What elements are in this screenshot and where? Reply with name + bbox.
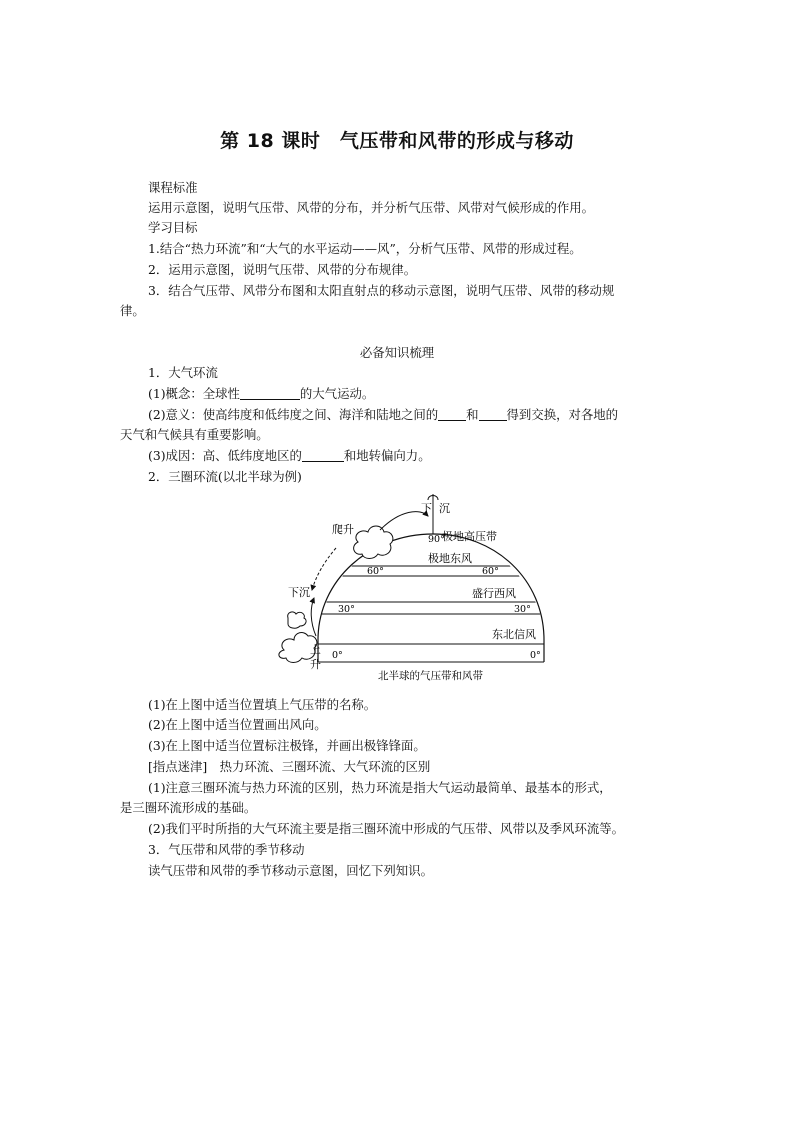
concept-suffix: 的大气运动。 [299, 386, 375, 401]
meaning-mid: 和 [466, 407, 479, 422]
label-lat-30-left: 30° [338, 604, 355, 615]
standard-text: 运用示意图，说明气压带、风带的分布，并分析气压带、风带对气候形成的作用。 [148, 200, 595, 215]
cause-prefix: (3)成因：高、低纬度地区的 [148, 448, 302, 463]
label-sink-top-1: 下 [421, 502, 432, 515]
objective-3: 3．结合气压带、风带分布图和太阳直射点的移动示意图，说明气压带、风带的移动规 [148, 283, 615, 298]
label-lat-60-left: 60° [367, 566, 384, 577]
objective-2: 2．运用示意图，说明气压带、风带的分布规律。 [148, 262, 417, 277]
label-lat-0-right: 0° [530, 650, 541, 661]
circulation-meaning-cont: 天气和气候具有重要影响。 [120, 427, 269, 442]
diagram-caption: 北半球的气压带和风带 [378, 670, 483, 682]
concept-prefix: (1)概念：全球性 [148, 386, 240, 401]
label-lat-30-right: 30° [514, 604, 531, 615]
objective-3-cont: 律。 [120, 303, 145, 318]
task-3: (3)在上图中适当位置标注极锋，并画出极锋锋面。 [148, 738, 426, 753]
circulation-cause [148, 448, 431, 464]
label-sink-top-2: 沉 [439, 502, 450, 515]
cause-suffix: 和地转偏向力。 [343, 448, 431, 463]
section-heading: 必备知识梳理 [359, 345, 435, 360]
meaning-suffix: 得到交换，对各地的 [506, 407, 619, 422]
label-lat-0-left: 0° [332, 650, 343, 661]
meaning-blank-2[interactable] [479, 408, 507, 421]
task-2: (2)在上图中适当位置画出风向。 [148, 717, 327, 732]
tip-paragraph-2: (2)我们平时所指的大气环流主要是指三圈环流中形成的气压带、风带以及季风环流等。 [148, 821, 625, 836]
label-ne-trade: 东北信风 [492, 628, 536, 641]
tip-paragraph-1-cont: 是三圈环流形成的基础。 [120, 800, 257, 815]
objective-1: 1.结合“热力环流”和“大气的水平运动——风”，分析气压带、风带的形成过程。 [148, 241, 582, 256]
standard-heading: 课程标准 [148, 180, 198, 195]
label-climb: 爬升 [332, 523, 354, 536]
meaning-prefix: (2)意义：使高纬度和低纬度之间、海洋和陆地之间的 [148, 407, 439, 422]
tip-paragraph-1: (1)注意三圈环流与热力环流的区别，热力环流是指大气运动最简单、最基本的形式， [148, 780, 612, 795]
task-1: (1)在上图中适当位置填上气压带的名称。 [148, 697, 377, 712]
cause-blank[interactable] [302, 449, 344, 462]
three-cell-heading: 2．三圈环流(以北半球为例) [148, 469, 302, 484]
three-cell-diagram [270, 490, 560, 690]
tip-heading: [指点迷津] 热力环流、三圈环流、大气环流的区别 [148, 759, 431, 774]
label-rise-1: 上 [310, 643, 321, 656]
page-title: 第 18 课时 气压带和风带的形成与移动 [220, 130, 574, 152]
arrow-left-descend [312, 548, 336, 590]
label-rise-2: 升 [310, 658, 321, 671]
seasonal-heading: 3．气压带和风带的季节移动 [148, 842, 305, 857]
circulation-meaning [148, 407, 618, 423]
circulation-concept [148, 386, 374, 402]
label-lat-60-right: 60° [482, 566, 499, 577]
objectives-heading: 学习目标 [148, 220, 198, 235]
meaning-blank-1[interactable] [438, 408, 466, 421]
arrow-rise [311, 598, 316, 636]
label-lat-90: 90° [428, 534, 445, 545]
label-sink-left: 下沉 [288, 586, 310, 599]
label-polar-high: 极地高压带 [442, 530, 497, 543]
label-polar-easterly: 极地东风 [428, 552, 472, 565]
concept-blank[interactable] [240, 387, 300, 400]
circulation-heading: 1．大气环流 [148, 365, 218, 380]
cloud-upper-icon [354, 526, 393, 559]
seasonal-text: 读气压带和风带的季节移动示意图，回忆下列知识。 [148, 863, 433, 878]
label-westerly: 盛行西风 [472, 587, 516, 600]
